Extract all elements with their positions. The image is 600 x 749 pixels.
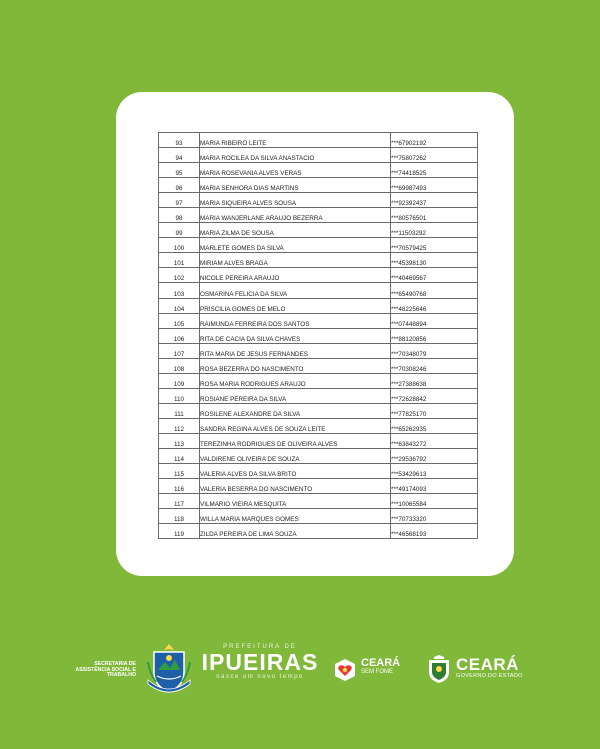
beneficiary-name: VALDIRENE OLIVEIRA DE SOUZA (200, 448, 391, 463)
table-row (159, 373, 478, 388)
beneficiary-name: RITA DE CACIA DA SILVA CHAVES (200, 328, 391, 343)
beneficiary-name: MARIA ROCILEA DA SILVA ANASTACIO (200, 148, 391, 163)
table-row (159, 343, 478, 358)
ipueiras-crest-icon (144, 640, 194, 696)
ceara-sem-fome-heart-icon (333, 658, 357, 682)
row-number: 116 (159, 479, 200, 494)
row-number: 105 (159, 313, 200, 328)
beneficiary-cpf: ***45398130 (391, 253, 478, 268)
row-number: 110 (159, 388, 200, 403)
beneficiary-name: MARIA WANJERLANE ARAUJO BEZERRA (200, 208, 391, 223)
row-number: 114 (159, 448, 200, 463)
beneficiary-name: WILLA MARIA MARQUES GOMES (200, 509, 391, 524)
row-number: 94 (159, 148, 200, 163)
beneficiary-name: VILMARIO VIEIRA MESQUITA (200, 494, 391, 509)
row-number: 93 (159, 133, 200, 148)
beneficiary-cpf: ***70733320 (391, 509, 478, 524)
prefeitura-ipueiras-logo (200, 644, 320, 680)
table-row (159, 464, 478, 479)
beneficiary-cpf: ***67902192 (391, 133, 478, 148)
beneficiary-cpf: ***11503292 (391, 223, 478, 238)
row-number: 96 (159, 178, 200, 193)
row-number: 108 (159, 358, 200, 373)
beneficiary-name: ZILDA PEREIRA DE LIMA SOUZA (200, 524, 391, 539)
row-number: 118 (159, 509, 200, 524)
beneficiary-cpf: ***75807262 (391, 148, 478, 163)
table-row (159, 494, 478, 509)
beneficiary-name: PRISCILIA GOMES DE MELO (200, 298, 391, 313)
table-row (159, 238, 478, 253)
beneficiary-cpf: ***07448894 (391, 313, 478, 328)
beneficiary-name: MARIA ZILMA DE SOUSA (200, 223, 391, 238)
ceara-sem-fome-logo (361, 658, 400, 676)
beneficiary-cpf: ***74418525 (391, 163, 478, 178)
ceara-sem-fome-sub: SEM FOME (361, 669, 394, 675)
table-row (159, 163, 478, 178)
table-row (159, 403, 478, 418)
prefeitura-top-label: PREFEITURA DE (223, 644, 297, 650)
beneficiary-cpf: ***49174093 (391, 479, 478, 494)
row-number: 117 (159, 494, 200, 509)
table-row (159, 268, 478, 283)
beneficiary-cpf: ***29536792 (391, 448, 478, 463)
row-number: 111 (159, 403, 200, 418)
governo-ceara-logo (456, 656, 523, 680)
ceara-sem-fome-name: CEARÁ (361, 657, 401, 669)
table-row (159, 253, 478, 268)
beneficiary-table (158, 132, 478, 539)
beneficiary-cpf: ***92392437 (391, 193, 478, 208)
prefeitura-name: IPUEIRAS (201, 649, 319, 675)
beneficiary-cpf: ***70308246 (391, 358, 478, 373)
table-row (159, 388, 478, 403)
beneficiary-cpf: ***88120856 (391, 328, 478, 343)
table-row (159, 133, 478, 148)
beneficiary-cpf: ***70348079 (391, 343, 478, 358)
beneficiary-cpf: ***70579425 (391, 238, 478, 253)
beneficiary-name: NICOLE PEREIRA ARAUJO (200, 268, 391, 283)
beneficiary-name: MIRIAM ALVES BRAGA (200, 253, 391, 268)
beneficiary-name: MARIA ROSEVANIA ALVES VERAS (200, 163, 391, 178)
row-number: 100 (159, 238, 200, 253)
table-row (159, 479, 478, 494)
row-number: 98 (159, 208, 200, 223)
table-row (159, 328, 478, 343)
table-row (159, 524, 478, 539)
row-number: 106 (159, 328, 200, 343)
table-row (159, 148, 478, 163)
beneficiary-name: MARIA RIBEIRO LEITE (200, 133, 391, 148)
beneficiary-cpf: ***46568193 (391, 524, 478, 539)
row-number: 107 (159, 343, 200, 358)
table-row (159, 208, 478, 223)
beneficiary-name: ROSA BEZERRA DO NASCIMENTO (200, 358, 391, 373)
prefeitura-slogan: nasce um novo tempo (216, 674, 304, 680)
row-number: 95 (159, 163, 200, 178)
beneficiary-cpf: ***27388638 (391, 373, 478, 388)
table-row (159, 358, 478, 373)
beneficiary-cpf: ***65262935 (391, 418, 478, 433)
row-number: 109 (159, 373, 200, 388)
footer-logos (0, 640, 600, 700)
row-number: 99 (159, 223, 200, 238)
row-number: 113 (159, 433, 200, 448)
beneficiary-name: OSMARINA FELICIA DA SILVA (200, 283, 391, 298)
beneficiary-cpf: ***72628842 (391, 388, 478, 403)
beneficiary-name: MARIA SENHORA DIAS MARTINS (200, 178, 391, 193)
beneficiary-cpf: ***80576501 (391, 208, 478, 223)
row-number: 103 (159, 283, 200, 298)
table-row (159, 283, 478, 298)
row-number: 101 (159, 253, 200, 268)
row-number: 104 (159, 298, 200, 313)
beneficiary-cpf: ***40469567 (391, 268, 478, 283)
row-number: 102 (159, 268, 200, 283)
row-number: 97 (159, 193, 200, 208)
beneficiary-cpf: ***69987493 (391, 178, 478, 193)
table-row (159, 509, 478, 524)
row-number: 112 (159, 418, 200, 433)
secretaria-label: SECRETARIA DE ASSISTÊNCIA SOCIAL E TRABALHO (75, 661, 136, 679)
beneficiary-table-body (159, 133, 478, 539)
beneficiary-cpf: ***10065584 (391, 494, 478, 509)
beneficiary-name: RITA MARIA DE JESUS FERNANDES (200, 343, 391, 358)
beneficiary-name: MARLETE GOMES DA SILVA (200, 238, 391, 253)
beneficiary-name: ROSILENE ALEXANDRE DA SILVA (200, 403, 391, 418)
table-row (159, 433, 478, 448)
row-number: 119 (159, 524, 200, 539)
beneficiary-name: VALERIA ALVES DA SILVA BRITO (200, 464, 391, 479)
beneficiary-cpf: ***48225646 (391, 298, 478, 313)
table-row (159, 313, 478, 328)
table-row (159, 178, 478, 193)
beneficiary-name: RAIMUNDA FERREIRA DOS SANTOS (200, 313, 391, 328)
governo-ceara-sub: GOVERNO DO ESTADO (456, 673, 523, 679)
governo-ceara-crest-icon (426, 654, 452, 684)
governo-ceara-name: CEARÁ (456, 655, 519, 674)
beneficiary-cpf: ***77825170 (391, 403, 478, 418)
beneficiary-name: ROSA MARIA RODRIGUES ARAUJO (200, 373, 391, 388)
beneficiary-name: SANDRA REGINA ALVES DE SOUZA LEITE (200, 418, 391, 433)
table-row (159, 448, 478, 463)
beneficiary-cpf: ***65490768 (391, 283, 478, 298)
beneficiary-name: MARIA SIQUEIRA ALVES SOUSA (200, 193, 391, 208)
table-row (159, 223, 478, 238)
beneficiary-name: TEREZINHA RODRIGUES DE OLIVEIRA ALVES (200, 433, 391, 448)
row-number: 115 (159, 464, 200, 479)
table-row (159, 298, 478, 313)
table-row (159, 193, 478, 208)
beneficiary-name: ROSIANE PEREIRA DA SILVA (200, 388, 391, 403)
beneficiary-cpf: ***63843272 (391, 433, 478, 448)
beneficiary-name: VALERIA BESERRA DO NASCIMENTO (200, 479, 391, 494)
table-row (159, 418, 478, 433)
beneficiary-cpf: ***53429613 (391, 464, 478, 479)
